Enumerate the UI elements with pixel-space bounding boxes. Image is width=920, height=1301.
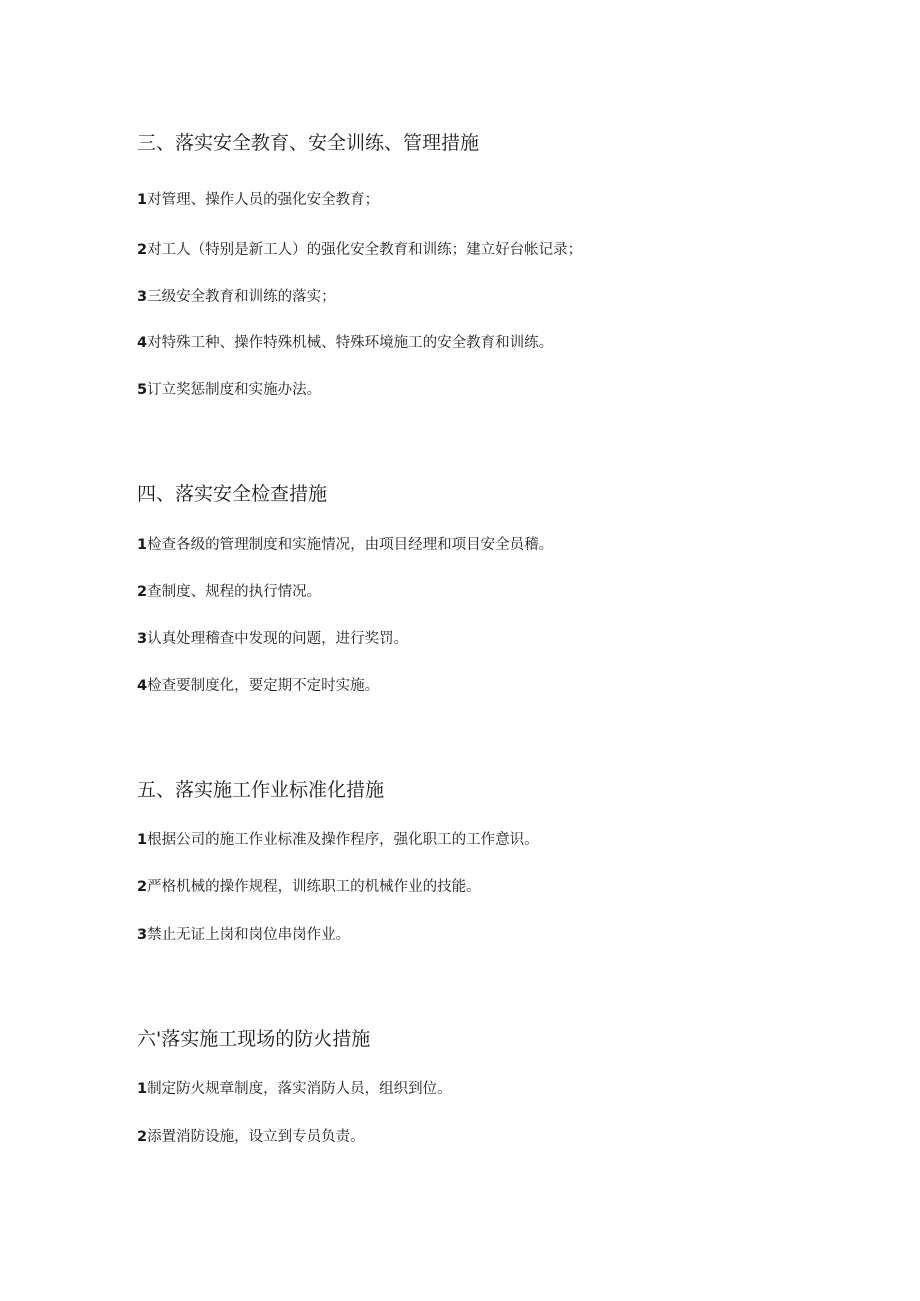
- item-text: 查制度、规程的执行情况。: [147, 584, 322, 600]
- item-number: 1: [137, 537, 148, 553]
- item-number: 3: [137, 631, 148, 647]
- item-text: 根据公司的施工作业标准及操作程序，强化职工的工作意识。: [147, 832, 539, 848]
- item-text: 检查各级的管理制度和实施情况，由项目经理和项目安全员稽。: [147, 537, 554, 553]
- list-item: [137, 582, 321, 602]
- item-number: 1: [137, 1081, 148, 1097]
- item-number: 2: [137, 242, 148, 258]
- section-heading-5: 五、落实施工作业标准化措施: [137, 779, 385, 801]
- list-item: [137, 333, 553, 353]
- item-text: 制定防火规章制度，落实消防人员，组织到位。: [147, 1081, 452, 1097]
- list-item: [137, 535, 553, 555]
- list-item: [137, 1127, 365, 1147]
- item-text: 订立奖惩制度和实施办法。: [147, 382, 322, 398]
- item-number: 4: [137, 335, 148, 351]
- list-item: [137, 190, 379, 210]
- list-item: [137, 629, 408, 649]
- item-number: 3: [137, 289, 148, 305]
- list-item: [137, 380, 321, 400]
- item-text: 三级安全教育和训练的落实；: [147, 289, 336, 305]
- item-number: 1: [137, 832, 148, 848]
- item-text: 对工人（特别是新工人）的强化安全教育和训练；建立好台帐记录；: [147, 242, 583, 258]
- section-heading-6: 六'落实施工现场的防火措施: [137, 1028, 371, 1050]
- item-text: 对特殊工种、操作特殊机械、特殊环境施工的安全教育和训练。: [147, 335, 554, 351]
- list-item: [137, 240, 582, 260]
- item-number: 3: [137, 927, 148, 943]
- list-item: [137, 925, 350, 945]
- item-number: 2: [137, 879, 148, 895]
- list-item: [137, 1079, 452, 1099]
- list-item: [137, 676, 379, 696]
- list-item: [137, 830, 539, 850]
- item-number: 1: [137, 192, 148, 208]
- item-text: 检查要制度化，要定期不定时实施。: [147, 678, 380, 694]
- item-text: 认真处理稽查中发现的问题，进行奖罚。: [147, 631, 409, 647]
- item-text: 对管理、操作人员的强化安全教育；: [147, 192, 380, 208]
- item-text: 添置消防设施，设立到专员负责。: [147, 1129, 365, 1145]
- item-text: 禁止无证上岗和岗位串岗作业。: [147, 927, 351, 943]
- item-number: 2: [137, 584, 148, 600]
- item-number: 2: [137, 1129, 148, 1145]
- item-number: 4: [137, 678, 148, 694]
- list-item: [137, 287, 336, 307]
- item-text: 严格机械的操作规程，训练职工的机械作业的技能。: [147, 879, 481, 895]
- section-heading-3: 三、落实安全教育、安全训练、管理措施: [137, 132, 480, 154]
- item-number: 5: [137, 382, 148, 398]
- section-heading-4: 四、落实安全检查措施: [137, 483, 328, 505]
- list-item: [137, 877, 481, 897]
